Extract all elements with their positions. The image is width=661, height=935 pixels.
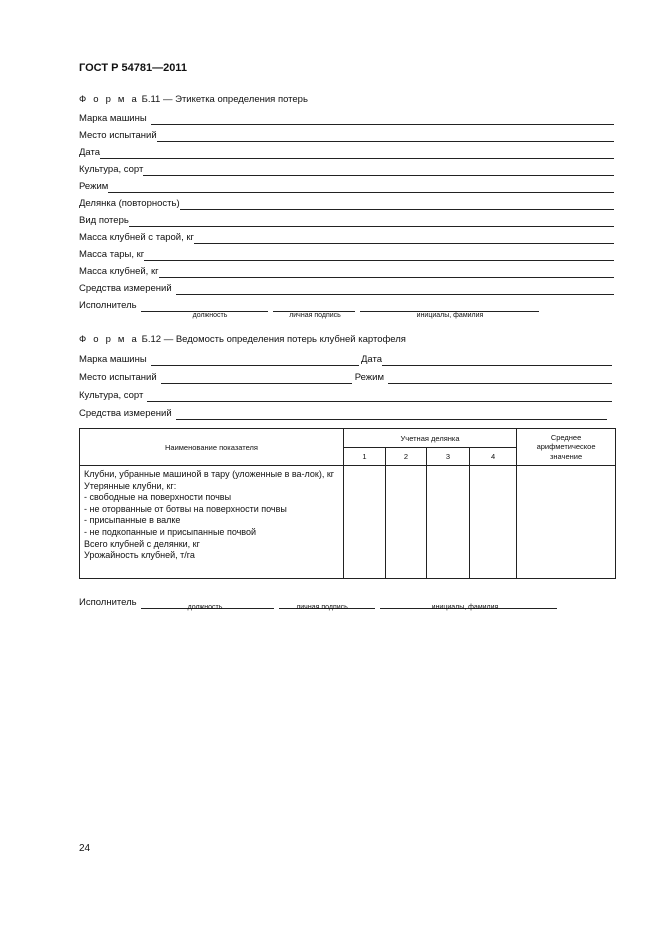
fill-line[interactable] (180, 199, 614, 210)
field-label: Дата (79, 147, 101, 158)
field-label: Масса клубней, кг (79, 266, 159, 277)
sig-label-position: должность (192, 312, 228, 319)
executor-row-b11 (79, 296, 539, 312)
document-header: ГОСТ Р 54781—2011 (79, 62, 187, 74)
form-b11-title (79, 94, 308, 105)
field-label: Средства измерений (79, 283, 172, 294)
indicator-item: Клубни, убранные машиной в тару (уложенные в ва-лок), кг (84, 469, 335, 479)
indicator-item: - не подкопанные и присыпанные почвой (84, 526, 257, 537)
field-instruments[interactable] (79, 279, 614, 295)
place-fill-line[interactable] (161, 373, 352, 384)
page-number: 24 (79, 843, 91, 854)
machine-fill-line[interactable] (151, 355, 359, 366)
col-indicator-header: Наименование показателя (80, 429, 344, 466)
field-label: Марка машины (79, 113, 147, 124)
field-b12-instruments[interactable] (79, 404, 607, 420)
field-mode[interactable] (79, 177, 614, 193)
mean-cell[interactable] (517, 466, 616, 579)
plot-1-cell[interactable] (344, 466, 386, 579)
fill-line[interactable] (144, 250, 614, 261)
field-crop-variety[interactable] (79, 160, 614, 176)
sig-label-name: инициалы, фамилия (431, 604, 499, 611)
date-fill-line[interactable] (382, 355, 612, 366)
fill-line[interactable] (151, 114, 614, 125)
table-header-row (80, 429, 616, 448)
field-b12-machine-date (79, 350, 612, 366)
sig-label-signature: личная подпись (296, 604, 348, 611)
field-mass-with-tare[interactable] (79, 228, 614, 244)
field-loss-type[interactable] (79, 211, 614, 227)
field-date[interactable] (79, 143, 614, 159)
field-label: Место испытаний (79, 372, 157, 383)
fill-line[interactable] (147, 391, 612, 402)
fill-line[interactable] (176, 409, 607, 420)
field-label: Режим (79, 181, 109, 192)
field-label: Делянка (повторность) (79, 198, 180, 209)
fill-line[interactable] (194, 233, 614, 244)
plot-number: 2 (386, 448, 427, 466)
field-b12-place-mode (79, 368, 612, 384)
fill-line[interactable] (176, 284, 614, 295)
fill-line[interactable] (108, 182, 614, 193)
field-label: Средства измерений (79, 408, 172, 419)
sig-label-position: должность (187, 604, 223, 611)
plot-3-cell[interactable] (427, 466, 470, 579)
form-b11-prefix: Ф о р м а (79, 94, 139, 105)
table-row (80, 466, 616, 579)
field-label: Место испытаний (79, 130, 157, 141)
form-b12-title (79, 334, 406, 345)
fill-line[interactable] (143, 165, 614, 176)
plot-number: 1 (344, 448, 386, 466)
plot-number: 3 (427, 448, 470, 466)
field-label: Масса тары, кг (79, 249, 145, 260)
losses-table (79, 428, 616, 579)
col-plot-header: Учетная делянка (344, 429, 517, 448)
indicator-item: - не оторванные от ботвы на поверхности почвы (84, 503, 287, 514)
indicator-item: - присыпанные в валке (84, 515, 181, 526)
form-b12-prefix: Ф о р м а (79, 334, 139, 345)
form-b12-title-text: Б.12 — Ведомость определения потерь клубней картофеля (141, 334, 406, 345)
col-mean-header: Среднее арифметическое значение (517, 429, 616, 466)
fill-line[interactable] (159, 267, 614, 278)
executor-label: Исполнитель (79, 300, 137, 311)
sig-label-signature: личная подпись (289, 312, 341, 319)
indicator-item: Утерянные клубни, кг: (84, 480, 177, 491)
field-tuber-mass[interactable] (79, 262, 614, 278)
plot-number: 4 (470, 448, 517, 466)
form-b11-title-text: Б.11 — Этикетка определения потерь (141, 94, 308, 105)
plot-4-cell[interactable] (470, 466, 517, 579)
indicator-item: Урожайность клубней, т/га (84, 550, 195, 561)
position-line[interactable] (141, 301, 268, 312)
field-tare-mass[interactable] (79, 245, 614, 261)
field-test-place[interactable] (79, 126, 614, 142)
field-label: Масса клубней с тарой, кг (79, 232, 194, 243)
mode-fill-line[interactable] (388, 373, 612, 384)
field-b12-crop[interactable] (79, 386, 612, 402)
date-label: Дата (360, 354, 382, 365)
field-machine-brand[interactable] (79, 109, 614, 125)
executor-label: Исполнитель (79, 597, 137, 608)
field-label: Культура, сорт (79, 390, 144, 401)
name-line[interactable] (360, 301, 539, 312)
fill-line[interactable] (129, 216, 614, 227)
indicator-item: Всего клубней с делянки, кг (84, 538, 200, 549)
field-label: Вид потерь (79, 215, 129, 226)
field-label: Культура, сорт (79, 164, 144, 175)
field-label: Марка машины (79, 354, 147, 365)
fill-line[interactable] (100, 148, 614, 159)
plot-2-cell[interactable] (386, 466, 427, 579)
mode-label: Режим (354, 372, 384, 383)
sig-label-name: инициалы, фамилия (416, 312, 484, 319)
field-plot-replication[interactable] (79, 194, 614, 210)
fill-line[interactable] (157, 131, 614, 142)
indicator-item: - свободные на поверхности почвы (84, 492, 232, 503)
indicator-list (80, 466, 344, 579)
signature-line[interactable] (273, 301, 355, 312)
